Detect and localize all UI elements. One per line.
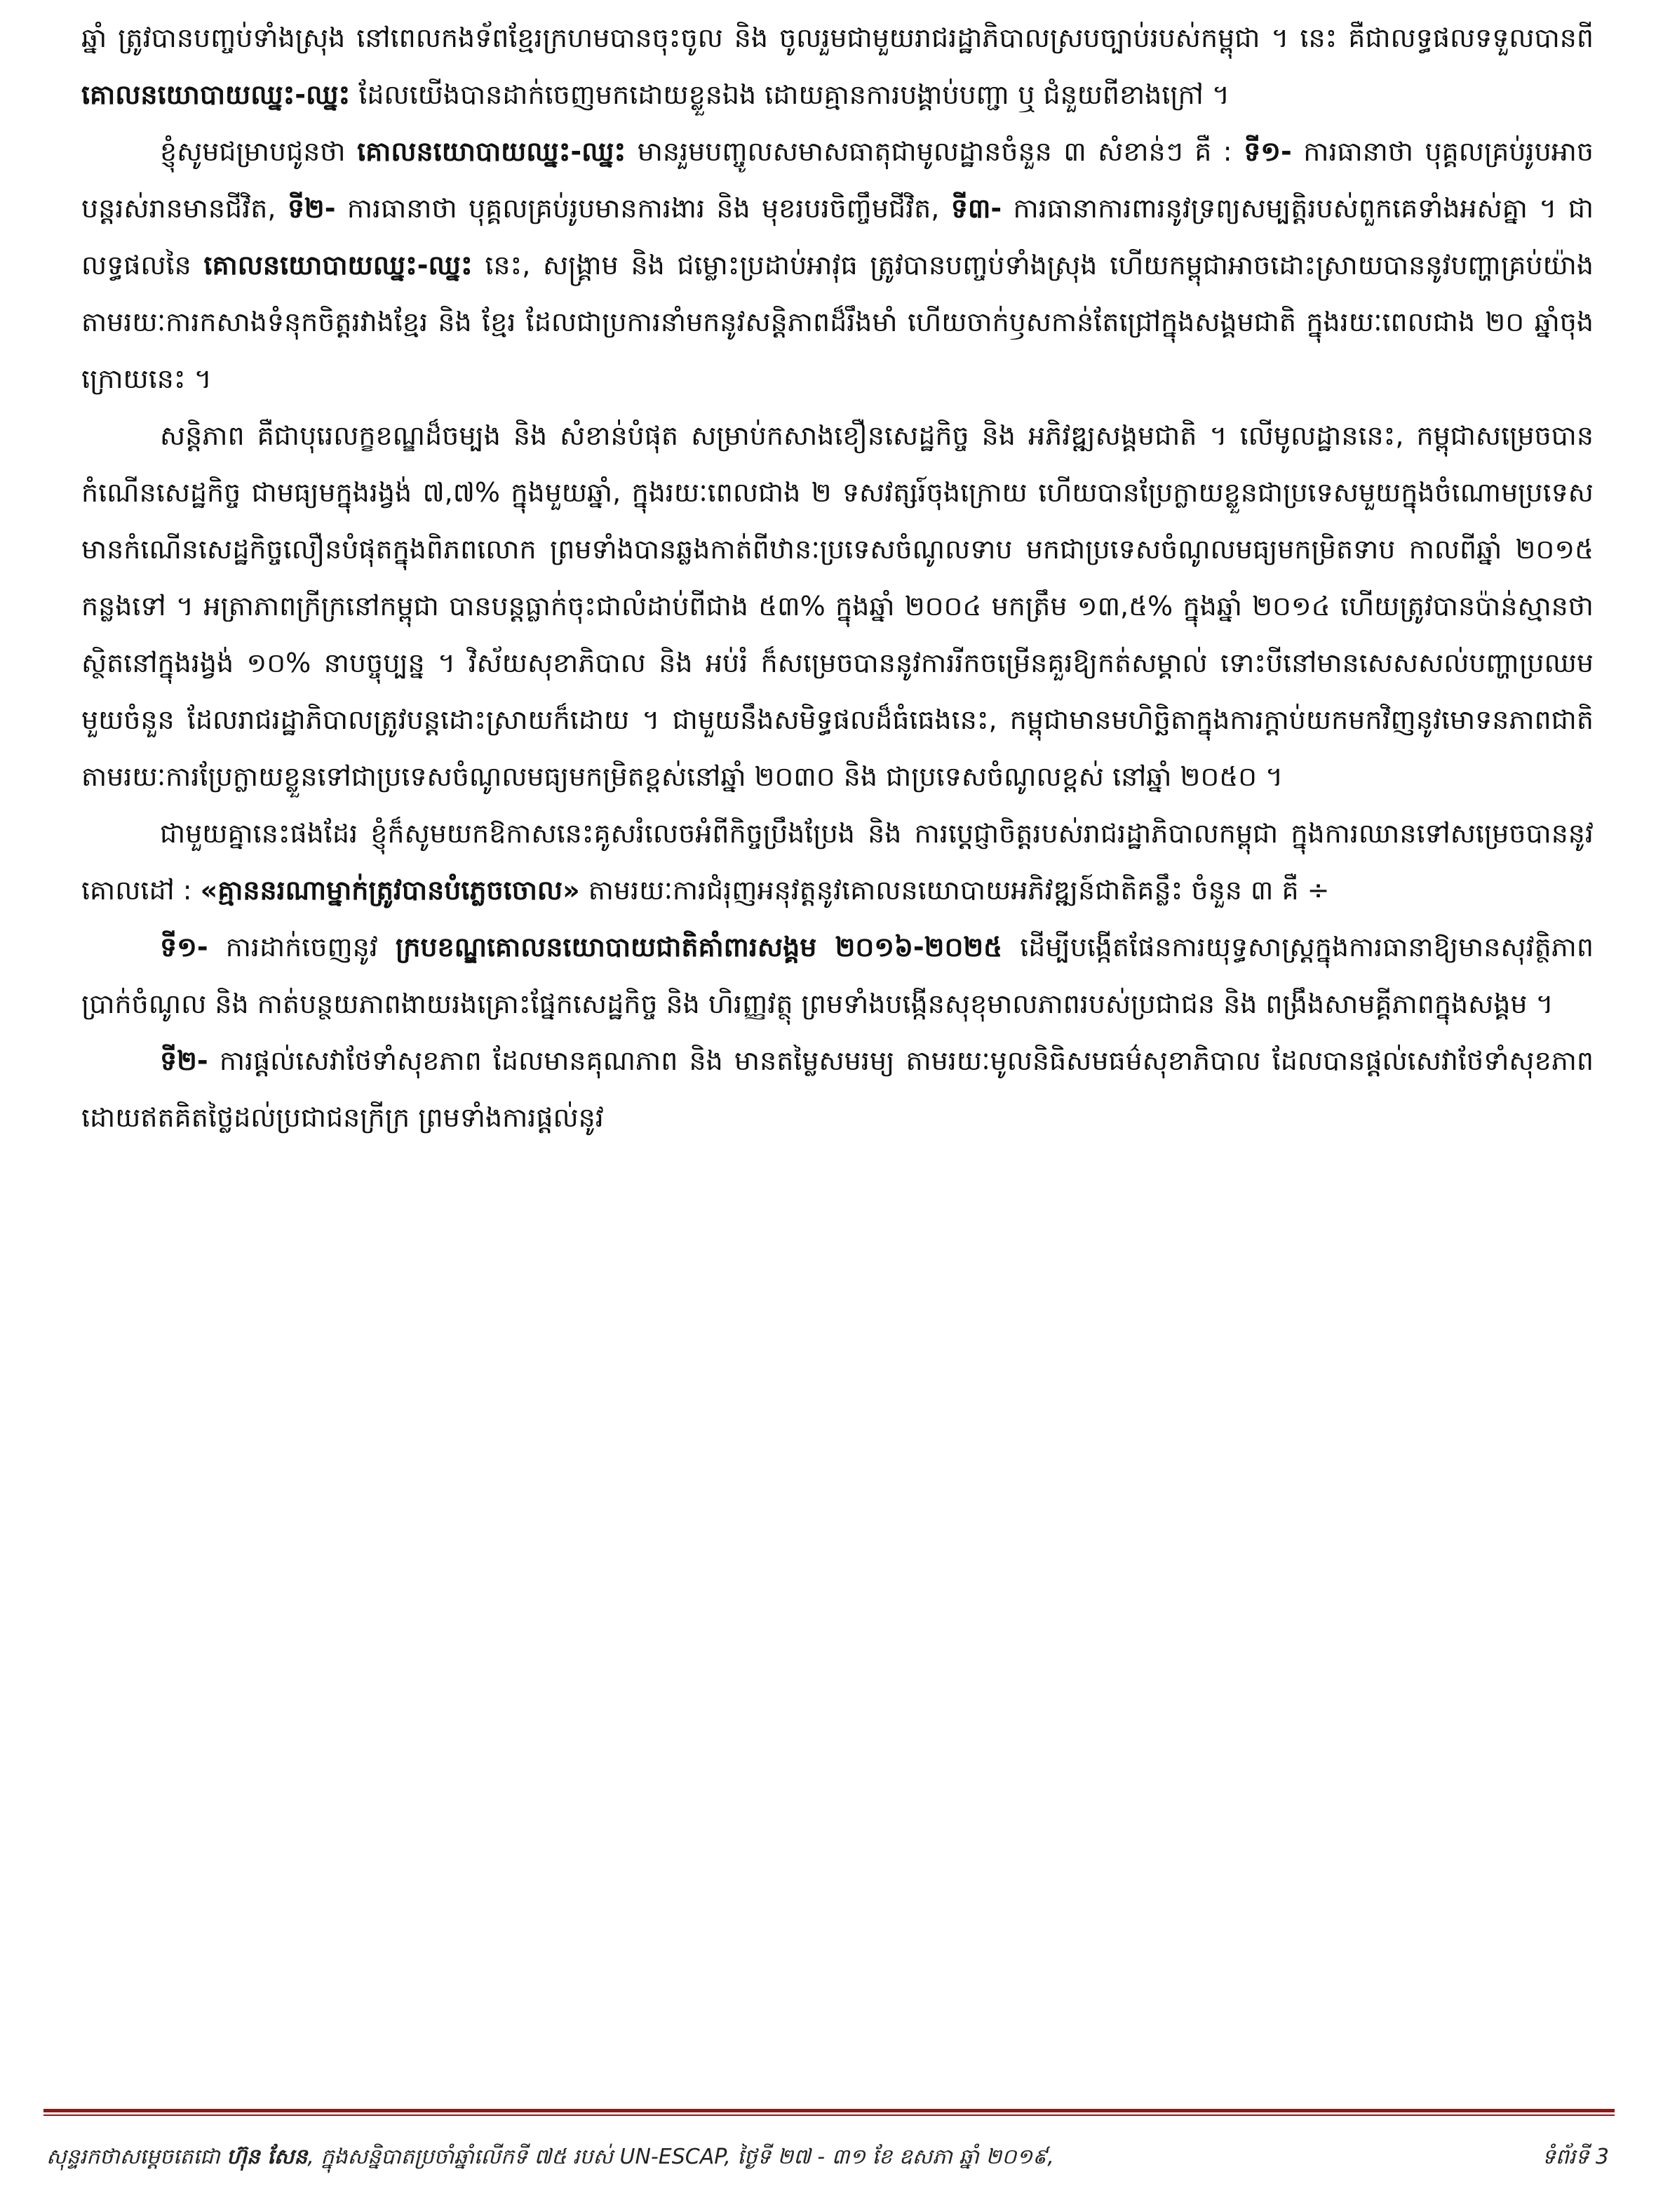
paragraph-2 — [81, 123, 1594, 408]
paragraph-2-marker-2: ទី២- — [287, 193, 336, 224]
paragraph-4-text-c: តាមរយៈការជំរុញអនុវត្តនូវគោលនយោបាយអភិវឌ្ឍន៍ជាតិគន្លឹះ ចំនួន ៣ គឺ ÷ — [579, 875, 1330, 906]
paragraph-5-text-d: ដើម្បីបង្កើតផែនការយុទ្ធសាស្ត្រក្នុងការធានាឱ្យមានសុវត្ថិភាពប្រាក់ចំណូល និង កាត់បន្ថយភាពងាយរងគ្រោះផ្នែកសេដ្ឋកិច្ច និង ហិរញ្ញវត្ថុ ព្រមទាំងបង្កើនសុខុមាលភាពរបស់ប្រជាជន និង ពង្រឹងសាមគ្គីភាពក្នុងសង្គម ។ — [81, 932, 1594, 1019]
paragraph-6 — [81, 1033, 1594, 1146]
footer-speaker-name: ហ៊ុន សែន — [227, 2145, 308, 2169]
paragraph-2-marker-3: ទី៣- — [950, 193, 1002, 224]
paragraph-5 — [81, 919, 1594, 1033]
paragraph-1-text-a: ឆ្នាំ ត្រូវបានបញ្ចប់ទាំងស្រុង នៅពេលកងទ័ពខ្មែរក្រហមបានចុះចូល និង ចូលរួមជាមួយរាជរដ្ឋាភិបាលស្របច្បាប់របស់កម្ពុជា ។ នេះ គឺជាលទ្ធផលទទួលបានពី — [81, 22, 1594, 53]
paragraph-5-framework-name: ក្របខណ្ឌគោលនយោបាយជាតិគាំពារសង្គម ២០១៦-២០២៥ — [395, 932, 1003, 963]
paragraph-2-text-e: ការធានាថា បុគ្គលគ្រប់រូបអាចបន្តរស់រានមានជីវិត, — [81, 136, 1594, 224]
paragraph-4 — [81, 805, 1594, 919]
paragraph-1-text-c: ដែលយើងបានដាក់ចេញមកដោយខ្លួនឯង ដោយគ្មានការបង្គាប់បញ្ជា ឬ ជំនួយពីខាងក្រៅ ។ — [350, 79, 1230, 110]
paragraph-6-text-b: ការផ្តល់សេវាថែទាំសុខភាព ដែលមានគុណភាព និង មានតម្លៃសមរម្យ តាមរយៈមូលនិធិសមធម៌សុខាភិបាល ដែលបានផ្តល់សេវាថែទាំសុខភាពដោយឥតគិតថ្លៃដល់ប្រជាជនក្រីក្រ ព្រមទាំងការផ្តល់នូវ — [81, 1045, 1594, 1133]
paragraph-2-text-c: មានរួមបញ្ចូលសមាសធាតុជាមូលដ្ឋានចំនួន ៣ សំខាន់ៗ គឺ : — [626, 136, 1244, 167]
paragraph-3-text: សន្តិភាព គឺជាបុរេលក្ខខណ្ឌដ៏ចម្បង និង សំខាន់បំផុត សម្រាប់កសាងខឿនសេដ្ឋកិច្ច និង អភិវឌ្ឍសង្គមជាតិ ។ លើមូលដ្ឋាននេះ, កម្ពុជាសម្រេចបានកំណើនសេដ្ឋកិច្ច ជាមធ្យមក្នុងរង្វង់ ៧,៧% ក្នុងមួយឆ្នាំ, ក្នុងរយៈពេលជាង ២ ទសវត្សរ៍ចុងក្រោយ ហើយបានប្រែក្លាយខ្លួនជាប្រទេសមួយក្នុងចំណោមប្រទេសមានកំណើនសេដ្ឋកិច្ចលឿនបំផុតក្នុងពិភពលោក ព្រមទាំងបានឆ្លងកាត់ពីឋានៈប្រទេសចំណូលទាប មកជាប្រទេសចំណូលមធ្យមកម្រិតទាប កាលពីឆ្នាំ ២០១៥ កន្លងទៅ ។ អត្រាភាពក្រីក្រនៅកម្ពុជា បានបន្តធ្លាក់ចុះជាលំដាប់ពីជាង ៥៣% ក្នុងឆ្នាំ ២០០៤ មកត្រឹម ១៣,៥% ក្នុងឆ្នាំ ២០១៤ ហើយត្រូវបានប៉ាន់ស្មានថា ស្ថិតនៅក្នុងរង្វង់ ១០% នាបច្ចុប្បន្ន ។ វិស័យសុខាភិបាល និង អប់រំ ក៏សម្រេចបាននូវការរីកចម្រើនគួរឱ្យកត់សម្គាល់ ទោះបីនៅមានសេសសល់បញ្ហាប្រឈមមួយចំនួន ដែលរាជរដ្ឋាភិបាលត្រូវបន្តដោះស្រាយក៏ដោយ ។ ជាមួយនឹងសមិទ្ធផលដ៏ធំធេងនេះ, កម្ពុជាមានមហិច្ឆិតាក្នុងការក្តាប់យកមកវិញនូវមោទនភាពជាតិ តាមរយៈការប្រែក្លាយខ្លួនទៅជាប្រទេសចំណូលមធ្យមកម្រិតខ្ពស់នៅឆ្នាំ ២០៣០ និង ជាប្រទេសចំណូលខ្ពស់ នៅឆ្នាំ ២០៥០ ។ — [81, 420, 1594, 792]
paragraph-4-text-a: ជាមួយគ្នានេះផងដែរ ខ្ញុំក៏សូមយកឱកាសនេះគូសរំលេចអំពីកិច្ចប្រឹងប្រែង និង ការប្តេជ្ញាចិត្តរបស់រាជរដ្ឋាភិបាលកម្ពុជា ក្នុងការឈានទៅសម្រេចបាននូវគោលដៅ : — [81, 818, 1594, 906]
paragraph-2-policy-name-2: គោលនយោបាយឈ្នះ-ឈ្នះ — [203, 250, 473, 281]
paragraph-2-text-g: ការធានាថា បុគ្គលគ្រប់រូបមានការងារ និង មុខរបរចិញ្ចឹមជីវិត, — [335, 193, 951, 224]
paragraph-2-marker-1: ទី១- — [1244, 136, 1292, 167]
paragraph-2-policy-name: គោលនយោបាយឈ្នះ-ឈ្នះ — [357, 136, 626, 167]
footer-divider-thick — [43, 2109, 1615, 2112]
paragraph-5-marker: ទី១- — [160, 932, 208, 963]
paragraph-2-text-i: ការធានាការពារនូវទ្រព្យសម្បត្តិរបស់ពួកគេទាំងអស់គ្នា ។ ជាលទ្ធផលនៃ — [81, 193, 1594, 281]
paragraph-6-marker: ទី២- — [160, 1045, 208, 1076]
paragraph-2-text-k: នេះ, សង្គ្រាម និង ជម្លោះប្រដាប់អាវុធ ត្រូវបានបញ្ចប់ទាំងស្រុង ហើយកម្ពុជាអាចដោះស្រាយបាននូវបញ្ហាគ្រប់យ៉ាង តាមរយៈការកសាងទំនុកចិត្តរវាងខ្មែរ និង ខ្មែរ ដែលជាប្រការនាំមកនូវសន្តិភាពដ៏រឹងមាំ ហើយចាក់ឫសកាន់តែជ្រៅក្នុងសង្គមជាតិ ក្នុងរយៈពេលជាង ២០ ឆ្នាំចុងក្រោយនេះ ។ — [81, 250, 1594, 394]
footer-divider-thin — [43, 2114, 1615, 2116]
footer-citation-post: , ក្នុងសន្និបាតប្រចាំឆ្នាំលើកទី ៧៥ របស់ UN-ESCAP, ថ្ងៃទី ២៧ - ៣១ ខែ ឧសភា ឆ្នាំ ២០១៩, — [307, 2145, 1054, 2169]
paragraph-4-slogan: «គ្មាននរណាម្នាក់ត្រូវបានបំភ្លេចចោល» — [200, 875, 580, 906]
page-footer — [43, 2143, 1615, 2185]
footer-citation — [46, 2143, 1054, 2174]
page-body — [81, 10, 1594, 1146]
page-number: ទំព័រទី 3 — [1542, 2145, 1609, 2169]
paragraph-3 — [81, 408, 1594, 805]
paragraph-2-text-a: ខ្ញុំសូមជម្រាបជូនថា — [160, 136, 358, 167]
footer-citation-pre: សុន្ទរកថាសម្តេចតេជោ — [46, 2145, 227, 2169]
paragraph-1-policy-name: គោលនយោបាយឈ្នះ-ឈ្នះ — [81, 79, 351, 110]
paragraph-5-text-b: ការដាក់ចេញនូវ — [208, 932, 396, 963]
paragraph-1 — [81, 10, 1594, 123]
